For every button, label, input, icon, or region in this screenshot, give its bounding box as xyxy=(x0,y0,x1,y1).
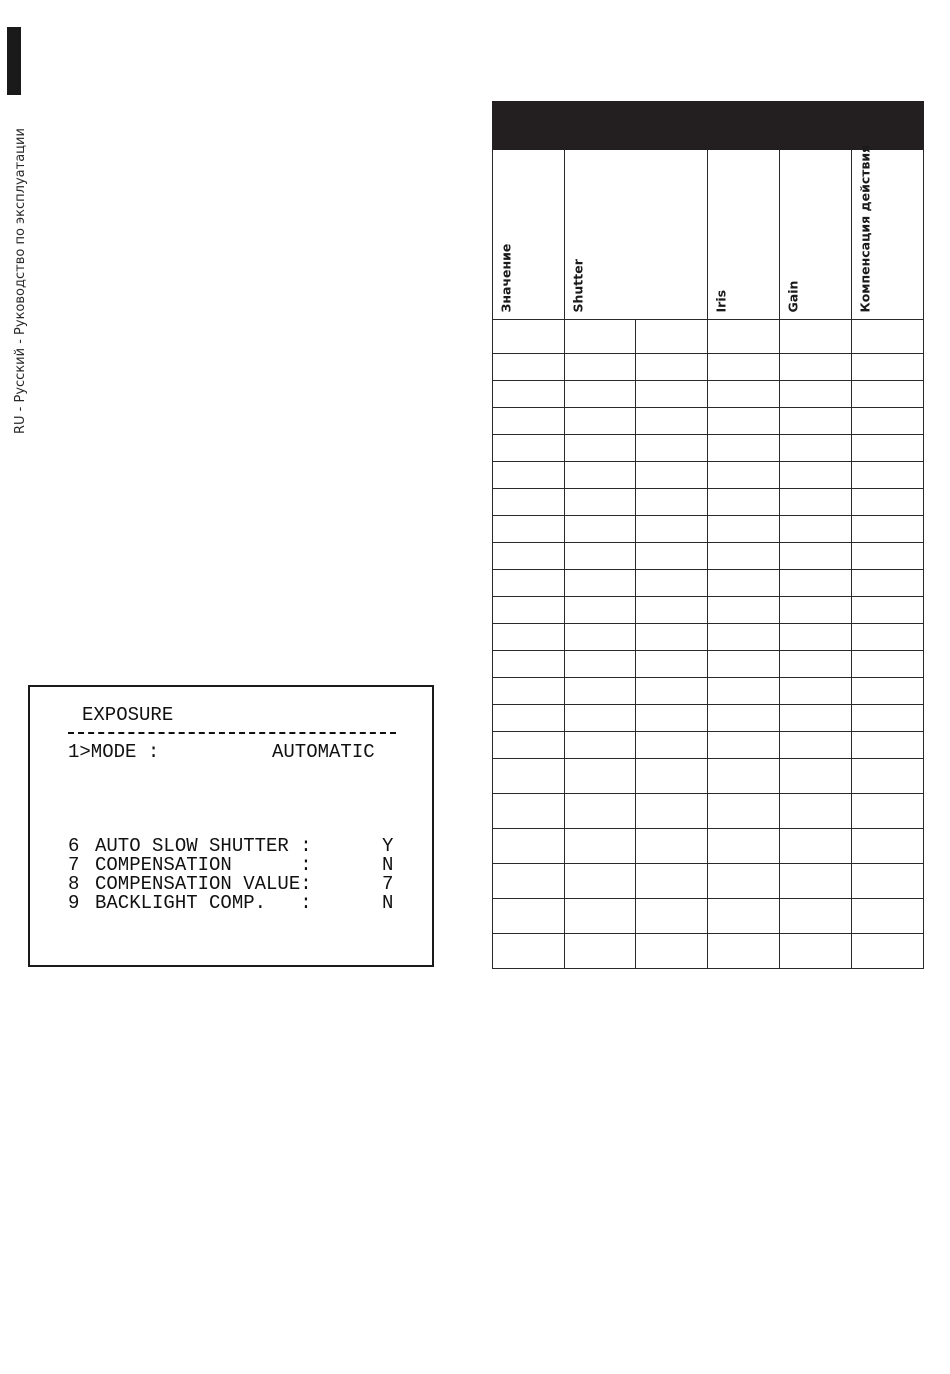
table-cell xyxy=(493,570,565,597)
table-cell xyxy=(852,934,924,969)
table-cell xyxy=(565,408,636,435)
table-header-dark xyxy=(493,102,924,150)
table-cell xyxy=(708,543,780,570)
table-cell xyxy=(493,354,565,381)
table-cell xyxy=(565,462,636,489)
section-marker-bar xyxy=(7,27,21,95)
table-cell xyxy=(565,864,636,899)
table-cell xyxy=(493,597,565,624)
table-cell xyxy=(565,829,636,864)
table-cell xyxy=(708,597,780,624)
table-cell xyxy=(636,489,708,516)
table-cell xyxy=(852,408,924,435)
osd-title: EXPOSURE xyxy=(82,704,174,726)
table-cell xyxy=(852,759,924,794)
table-cell xyxy=(708,794,780,829)
osd-line-value: 7 xyxy=(382,873,394,895)
table-cell xyxy=(708,354,780,381)
osd-line-number: 6 xyxy=(68,835,80,857)
table-cell xyxy=(493,489,565,516)
table-cell xyxy=(493,543,565,570)
table-cell xyxy=(708,678,780,705)
table-row xyxy=(493,354,924,381)
table-cell xyxy=(852,829,924,864)
column-header-label: Gain xyxy=(785,280,801,312)
column-header xyxy=(708,150,780,320)
table-row xyxy=(493,435,924,462)
table-cell xyxy=(565,794,636,829)
osd-line-value: N xyxy=(382,854,394,876)
table-cell xyxy=(852,354,924,381)
osd-line-number: 8 xyxy=(68,873,80,895)
table-cell xyxy=(852,489,924,516)
table-cell xyxy=(493,516,565,543)
column-header xyxy=(565,150,708,320)
table-row xyxy=(493,732,924,759)
osd-line-number: 7 xyxy=(68,854,80,876)
table-cell xyxy=(780,794,852,829)
table-cell xyxy=(708,899,780,934)
table-cell xyxy=(780,597,852,624)
table-cell xyxy=(565,516,636,543)
table-row xyxy=(493,489,924,516)
table-header-band xyxy=(493,102,924,150)
table-cell xyxy=(708,829,780,864)
table-cell xyxy=(565,934,636,969)
table-cell xyxy=(708,381,780,408)
table-cell xyxy=(636,732,708,759)
table-cell xyxy=(493,381,565,408)
table-cell xyxy=(493,462,565,489)
table-cell xyxy=(636,651,708,678)
table-cell xyxy=(708,570,780,597)
table-cell xyxy=(636,759,708,794)
table-row xyxy=(493,651,924,678)
table-cell xyxy=(852,705,924,732)
column-header xyxy=(493,150,565,320)
table-cell xyxy=(493,705,565,732)
table-cell xyxy=(636,624,708,651)
table-cell xyxy=(780,678,852,705)
table-cell xyxy=(780,732,852,759)
column-header xyxy=(780,150,852,320)
table-cell xyxy=(852,435,924,462)
osd-line-label: COMPENSATION VALUE: xyxy=(95,873,312,895)
table-cell xyxy=(708,732,780,759)
table-cell xyxy=(780,354,852,381)
table-cell xyxy=(636,354,708,381)
osd-line-label: AUTO SLOW SHUTTER : xyxy=(95,835,312,857)
osd-mode-label: 1>MODE : xyxy=(68,741,160,763)
table-cell xyxy=(708,759,780,794)
column-header-label: Shutter xyxy=(570,258,586,312)
table-row xyxy=(493,543,924,570)
table-cell xyxy=(565,354,636,381)
column-header xyxy=(852,144,924,320)
table-cell xyxy=(636,320,708,354)
column-header-label: Значение xyxy=(498,243,514,312)
table-cell xyxy=(565,624,636,651)
table-row xyxy=(493,829,924,864)
table-cell xyxy=(636,678,708,705)
table-cell xyxy=(493,651,565,678)
table-cell xyxy=(852,651,924,678)
table-cell xyxy=(852,624,924,651)
table-body xyxy=(493,320,924,969)
exposure-table xyxy=(492,101,924,969)
table-cell xyxy=(852,597,924,624)
table-row xyxy=(493,678,924,705)
table-cell xyxy=(636,829,708,864)
table-cell xyxy=(780,320,852,354)
table-cell xyxy=(636,462,708,489)
table-cell xyxy=(493,435,565,462)
table-cell xyxy=(780,435,852,462)
table-cell xyxy=(852,678,924,705)
table-cell xyxy=(708,934,780,969)
table-cell xyxy=(565,899,636,934)
table-row xyxy=(493,597,924,624)
table-cell xyxy=(493,794,565,829)
table-cell xyxy=(708,705,780,732)
table-cell xyxy=(852,864,924,899)
page-side-label: RU - Русский - Руководство по эксплуатации xyxy=(13,128,28,434)
osd-line-value: Y xyxy=(382,835,394,857)
table-cell xyxy=(852,381,924,408)
table-cell xyxy=(493,732,565,759)
table-cell xyxy=(565,489,636,516)
table-cell xyxy=(780,651,852,678)
table-row xyxy=(493,462,924,489)
table-cell xyxy=(636,435,708,462)
table-cell xyxy=(852,320,924,354)
table-cell xyxy=(565,732,636,759)
table-row xyxy=(493,934,924,969)
table-cell xyxy=(636,899,708,934)
osd-line-label: BACKLIGHT COMP. : xyxy=(95,892,312,914)
table-row xyxy=(493,381,924,408)
table-cell xyxy=(565,543,636,570)
table-cell xyxy=(852,516,924,543)
table-row xyxy=(493,705,924,732)
table-header-row xyxy=(493,150,924,320)
table-cell xyxy=(780,381,852,408)
table-cell xyxy=(780,570,852,597)
osd-line-label: COMPENSATION : xyxy=(95,854,312,876)
table-row xyxy=(493,899,924,934)
table-cell xyxy=(780,829,852,864)
table-row xyxy=(493,516,924,543)
table-cell xyxy=(636,408,708,435)
table-cell xyxy=(636,381,708,408)
osd-exposure-menu xyxy=(28,685,434,967)
table-cell xyxy=(493,678,565,705)
table-row xyxy=(493,864,924,899)
table-cell xyxy=(780,516,852,543)
table-cell xyxy=(708,516,780,543)
table-row xyxy=(493,624,924,651)
table-cell xyxy=(708,462,780,489)
table-cell xyxy=(708,864,780,899)
table-row xyxy=(493,320,924,354)
table-row xyxy=(493,759,924,794)
osd-line-number: 9 xyxy=(68,892,80,914)
table-cell xyxy=(565,435,636,462)
table-cell xyxy=(852,899,924,934)
table-cell xyxy=(708,489,780,516)
table-cell xyxy=(780,934,852,969)
table-cell xyxy=(493,759,565,794)
table-cell xyxy=(708,651,780,678)
table-cell xyxy=(493,934,565,969)
table-cell xyxy=(493,864,565,899)
column-header-label: Компенсация действия xyxy=(857,144,873,312)
table-cell xyxy=(636,570,708,597)
table-cell xyxy=(493,624,565,651)
table-cell xyxy=(852,732,924,759)
table-cell xyxy=(852,570,924,597)
table-cell xyxy=(565,597,636,624)
table-cell xyxy=(780,543,852,570)
table-cell xyxy=(780,759,852,794)
table-cell xyxy=(636,864,708,899)
table-row xyxy=(493,794,924,829)
table-cell xyxy=(565,651,636,678)
table-cell xyxy=(565,381,636,408)
table-cell xyxy=(780,864,852,899)
table-cell xyxy=(780,705,852,732)
table-row xyxy=(493,408,924,435)
table-cell xyxy=(636,543,708,570)
table-row xyxy=(493,570,924,597)
table-cell xyxy=(493,899,565,934)
table-cell xyxy=(636,705,708,732)
table-cell xyxy=(636,794,708,829)
table-cell xyxy=(780,624,852,651)
osd-line-value: N xyxy=(382,892,394,914)
table-cell xyxy=(780,408,852,435)
table-cell xyxy=(852,543,924,570)
table-cell xyxy=(565,759,636,794)
osd-divider xyxy=(68,732,396,734)
column-header-label: Iris xyxy=(713,289,729,312)
table-cell xyxy=(708,624,780,651)
table-cell xyxy=(852,462,924,489)
table-cell xyxy=(565,570,636,597)
table-cell xyxy=(565,705,636,732)
table-cell xyxy=(708,408,780,435)
table-cell xyxy=(565,320,636,354)
osd-mode-value: AUTOMATIC xyxy=(272,741,375,763)
table-cell xyxy=(565,678,636,705)
table-cell xyxy=(852,794,924,829)
table-cell xyxy=(493,408,565,435)
table-cell xyxy=(493,320,565,354)
table-cell xyxy=(780,462,852,489)
table-cell xyxy=(636,934,708,969)
table-cell xyxy=(636,516,708,543)
table-cell xyxy=(708,435,780,462)
table-cell xyxy=(636,597,708,624)
table-cell xyxy=(780,489,852,516)
table-cell xyxy=(708,320,780,354)
table-cell xyxy=(493,829,565,864)
table-cell xyxy=(780,899,852,934)
